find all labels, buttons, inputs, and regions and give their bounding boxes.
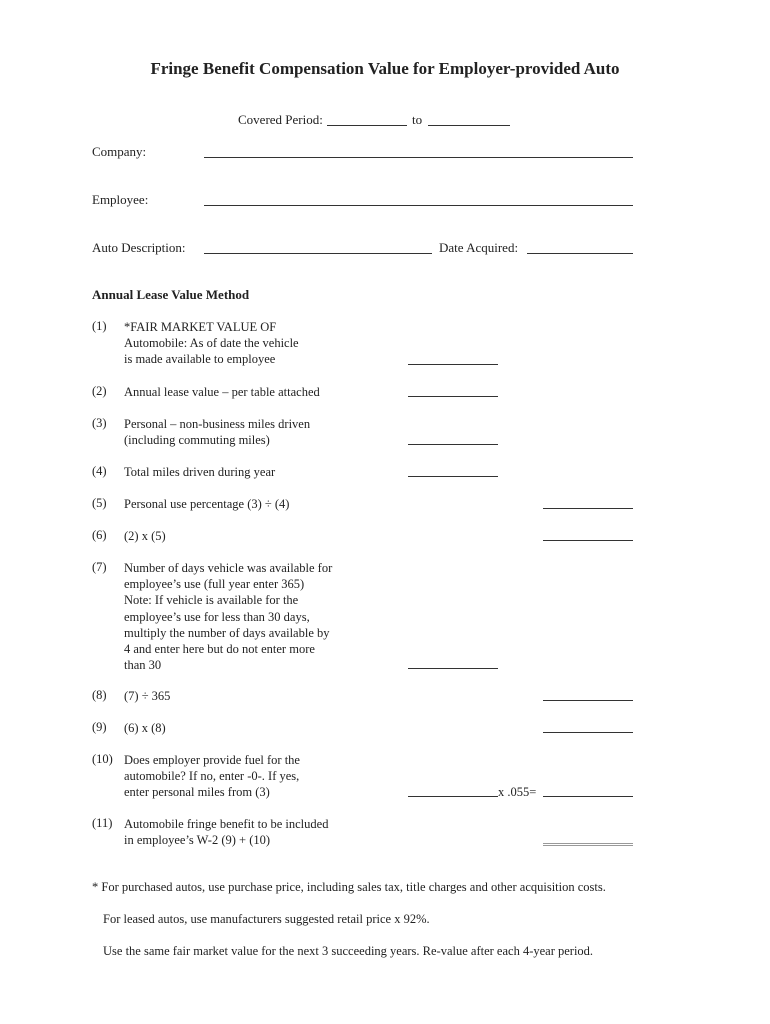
item-description: (2) x (5) [124,529,166,543]
item-number: (9) [92,720,107,734]
item-number: (4) [92,464,107,478]
covered-period-label: Covered Period: [238,112,323,127]
employee-field[interactable] [204,205,633,206]
covered-period-start-field[interactable] [327,125,407,126]
item-number: (2) [92,384,107,398]
auto-description-label: Auto Description: [92,240,186,255]
item-number: (11) [92,816,113,830]
item-1-field[interactable] [408,364,498,365]
item-number: (1) [92,319,107,333]
company-field[interactable] [204,157,633,158]
item-10-field[interactable] [543,796,633,797]
item-description: Personal – non-business miles driven (including commuting miles) [124,417,311,448]
item-description: *FAIR MARKET VALUE OF Automobile: As of date the vehicle is made available to employee [124,320,299,367]
item-description: Personal use percentage (3) ÷ (4) [124,497,290,511]
item-number: (3) [92,416,107,430]
item-number: (6) [92,528,107,542]
fuel-multiplier-label: x .055= [498,785,537,799]
item-description: Does employer provide fuel for the automobile? If no, enter -0-. If yes, enter personal miles from (3) [124,753,300,800]
item-3-field[interactable] [408,444,498,445]
item-11-field[interactable] [543,843,633,846]
item-description: Number of days vehicle was available for employee’s use (full year enter 365) Note: If vehicle is available for the employee’s use for less than 30 days, multiply the number of days available by 4 and enter here but do not enter more than 30 [124,561,333,673]
item-description: (6) x (8) [124,721,166,735]
item-7-field[interactable] [408,668,498,669]
item-description: Automobile fringe benefit to be included in employee’s W-2 (9) + (10) [124,817,329,848]
employee-label: Employee: [92,192,149,207]
covered-period-end-field[interactable] [428,125,510,126]
item-8-field[interactable] [543,700,633,701]
item-number: (10) [92,752,113,766]
auto-description-field[interactable] [204,253,432,254]
footnote: For leased autos, use manufacturers suggested retail price x 92%. [103,912,430,926]
company-label: Company: [92,144,147,159]
item-5-field[interactable] [543,508,633,509]
date-acquired-label: Date Acquired: [439,240,519,255]
item-number: (5) [92,496,107,510]
page-title: Fringe Benefit Compensation Value for Employer-provided Auto [150,59,620,78]
footnote: Use the same fair market value for the next 3 succeeding years. Re-value after each 4-year period. [103,944,594,958]
item-10-miles-field[interactable] [408,796,498,797]
section-title: Annual Lease Value Method [92,287,250,302]
covered-period-to-label: to [412,112,423,127]
item-2-field[interactable] [408,396,498,397]
item-4-field[interactable] [408,476,498,477]
item-number: (7) [92,560,107,574]
footnote: * For purchased autos, use purchase price, including sales tax, title charges and other acquisition costs. [92,880,606,894]
date-acquired-field[interactable] [527,253,633,254]
item-6-field[interactable] [543,540,633,541]
item-description: Total miles driven during year [124,465,276,479]
item-description: (7) ÷ 365 [124,689,171,703]
item-number: (8) [92,688,107,702]
item-9-field[interactable] [543,732,633,733]
item-description: Annual lease value – per table attached [124,385,320,399]
